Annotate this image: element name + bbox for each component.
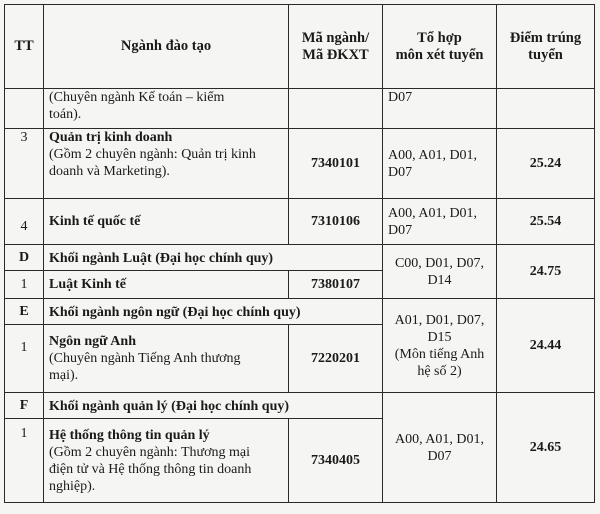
block-e-title: Khối ngành ngôn ngữ (Đại học chính quy) (44, 299, 383, 325)
header-code (289, 5, 383, 89)
header-major: Ngành đào tạo (44, 5, 289, 89)
e1-desc-line1: (Chuyên ngành Tiếng Anh thương (49, 351, 241, 366)
row4-combo-line1: A00, A01, D01, (388, 205, 478, 221)
e1-major-cell (44, 325, 289, 393)
block-e-tt: E (5, 299, 44, 325)
header-score-line1: Điểm trúng (509, 29, 582, 46)
f1-desc-line2: điện tử và Hệ thống thông tin doanh (49, 461, 252, 477)
block-f-title: Khối ngành quản lý (Đại học chính quy) (44, 393, 383, 419)
block-d-title: Khối ngành Luật (Đại học chính quy) (44, 245, 383, 271)
block-d-combo-line1: C00, D01, D07, (394, 255, 485, 271)
header-combo-line2: môn xét tuyển (395, 46, 484, 63)
row3-score: 25.24 (497, 129, 595, 199)
block-e-combo-line2: D15 (427, 329, 452, 345)
table-row-3 (5, 129, 595, 199)
row3-desc-line1: (Gồm 2 chuyên ngành: Quản trị kinh (49, 147, 256, 162)
row3-tt: 3 (5, 129, 44, 199)
d1-code: 7380107 (289, 271, 383, 299)
cont-tt-cell (5, 89, 44, 129)
header-score (497, 5, 595, 89)
e1-code: 7220201 (289, 325, 383, 393)
cont-desc-line1: (Chuyên ngành Kế toán – kiểm (49, 90, 225, 105)
block-d-score: 24.75 (497, 245, 595, 299)
e1-name: Ngôn ngữ Anh (49, 334, 136, 349)
row4-name: Kinh tế quốc tế (49, 214, 141, 229)
header-combo-line1: Tổ hợp (417, 29, 462, 46)
row3-desc-line2: doanh và Marketing). (49, 164, 170, 179)
block-f-tt: F (5, 393, 44, 419)
block-e-combo-line3: (Môn tiếng Anh (394, 346, 485, 362)
header-tt: TT (5, 5, 44, 89)
block-d-row (5, 245, 595, 271)
block-f-combo-line2: D07 (427, 448, 452, 464)
header-code-line1: Mã ngành/ (301, 29, 370, 46)
row3-combo-line2: D07 (388, 164, 413, 180)
block-d-tt: D (5, 245, 44, 271)
table-row-4 (5, 199, 595, 245)
cont-desc-line2: toán). (49, 107, 82, 122)
block-e-row (5, 299, 595, 325)
row4-tt: 4 (5, 199, 44, 245)
table-row-continuation (5, 89, 595, 129)
row4-combo-cell (383, 199, 497, 245)
block-f-combo-line1: A00, A01, D01, (394, 431, 485, 447)
row3-combo-line1: A00, A01, D01, (388, 147, 478, 163)
cont-combo-cell: D07 (383, 89, 497, 129)
header-combo (383, 5, 497, 89)
f1-tt: 1 (5, 419, 44, 503)
row4-score: 25.54 (497, 199, 595, 245)
block-f-row (5, 393, 595, 419)
admission-score-table (4, 4, 595, 503)
cont-code-cell (289, 89, 383, 129)
f1-desc-line1: (Gồm 2 chuyên ngành: Thương mại (49, 444, 250, 460)
block-f-score: 24.65 (497, 393, 595, 503)
e1-tt: 1 (5, 325, 44, 393)
table-header-row (5, 5, 595, 89)
f1-name: Hệ thống thông tin quản lý (49, 427, 210, 443)
row3-code: 7340101 (289, 129, 383, 199)
header-score-line2: tuyển (528, 46, 563, 63)
row3-name: Quản trị kinh doanh (49, 130, 173, 145)
block-d-combo-line2: D14 (427, 272, 452, 288)
f1-code: 7340405 (289, 419, 383, 503)
block-e-score: 24.44 (497, 299, 595, 393)
header-code-line2: Mã ĐKXT (302, 46, 369, 63)
f1-desc-line3: nghiệp). (49, 478, 96, 494)
row4-major-cell (44, 199, 289, 245)
d1-name: Luật Kinh tế (44, 271, 289, 299)
row3-major-cell (44, 129, 289, 199)
cont-major-cell (44, 89, 289, 129)
block-e-combo-cell (383, 299, 497, 393)
f1-major-cell (44, 419, 289, 503)
row4-code: 7310106 (289, 199, 383, 245)
cont-score-cell (497, 89, 595, 129)
block-e-combo-line4: hệ số 2) (417, 363, 462, 379)
row3-combo-cell (383, 129, 497, 199)
block-d-combo-cell (383, 245, 497, 299)
row4-combo-line2: D07 (388, 222, 413, 238)
block-e-combo-line1: A01, D01, D07, (394, 312, 485, 328)
d1-tt: 1 (5, 271, 44, 299)
block-f-combo-cell (383, 393, 497, 503)
e1-desc-line2: mại). (49, 368, 79, 383)
